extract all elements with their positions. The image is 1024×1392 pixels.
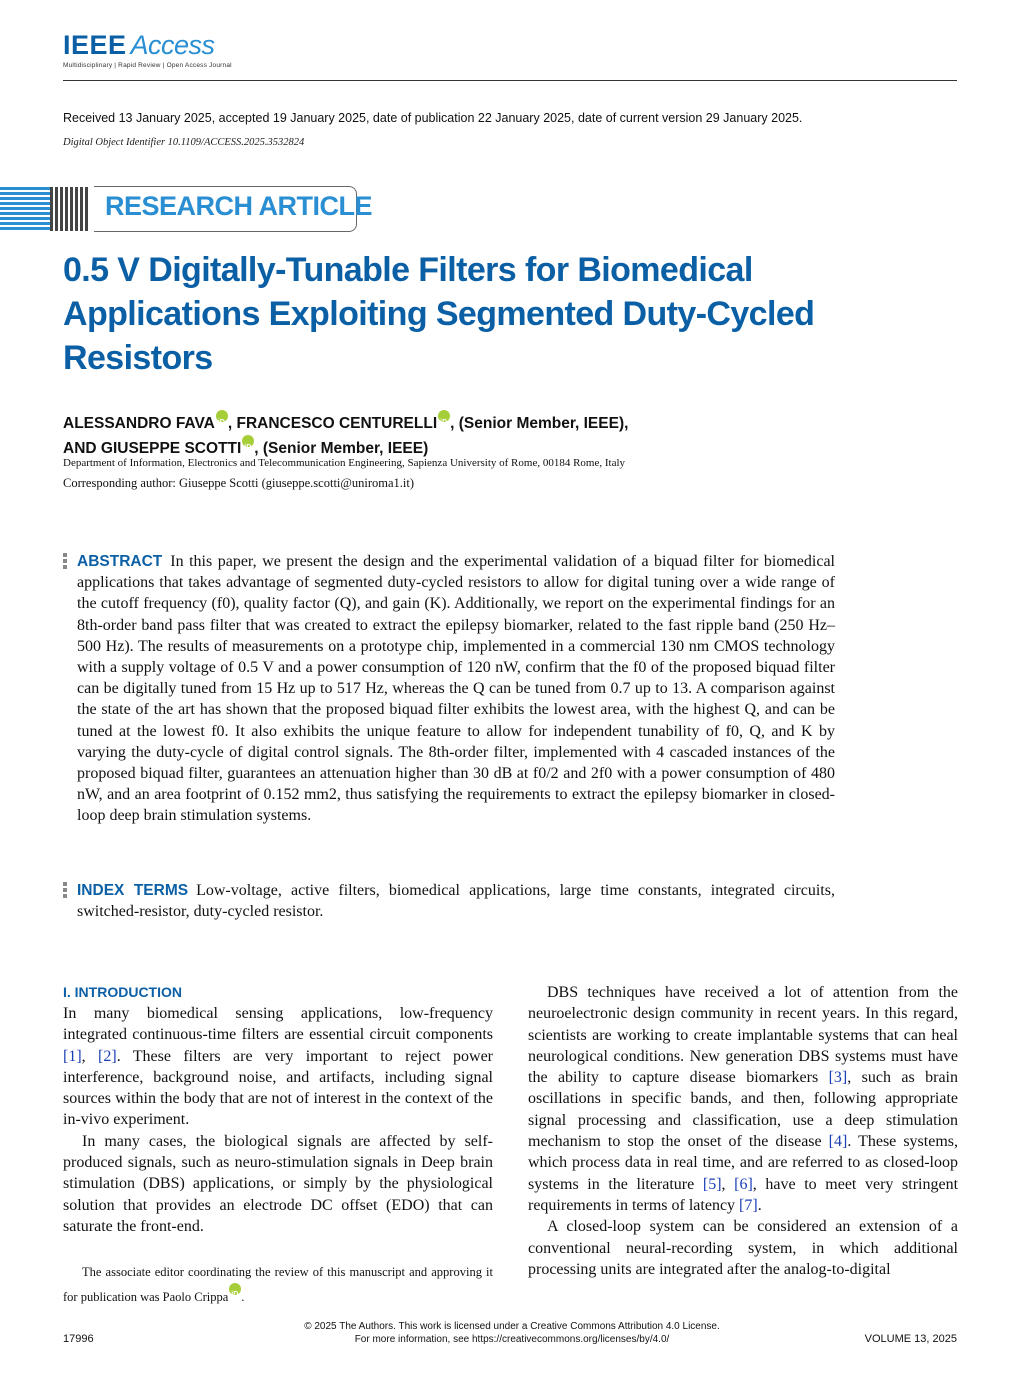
intro-paragraph-1 — [63, 1003, 493, 1131]
author-membership: , (Senior Member, IEEE) — [254, 440, 429, 457]
author-separator: , — [227, 415, 237, 432]
author-list — [63, 410, 703, 460]
citation-link[interactable]: [4] — [828, 1133, 848, 1151]
citation-link[interactable]: [2] — [98, 1047, 117, 1065]
license-link[interactable]: For more information, see https://creativecommons.org/licenses/by/4.0/ — [354, 1334, 670, 1345]
affiliation: Department of Information, Electronics and Telecommunication Engineering, Sapienza University of Rome, 00184 Rome, Italy — [63, 457, 626, 469]
corresponding-author: Corresponding author: Giuseppe Scotti (giuseppe.scotti@uniroma1.it) — [63, 476, 415, 490]
article-type-label: RESEARCH ARTICLE — [105, 191, 373, 221]
text-run: . These systems, which process data in real time, and are referred to as closed-loop systems in the literature — [528, 1133, 958, 1193]
abstract-marker-decoration — [63, 553, 67, 571]
author-membership: , (Senior Member, IEEE), — [450, 415, 629, 432]
author-name: FRANCESCO CENTURELLI — [236, 415, 438, 432]
text-run: DBS techniques have received a lot of attention from the neuroelectronic design community in recent years. In this regard, scientists are working to create implantable systems that can heal neurological conditions. New generation DBS systems must have the ability to capture disease biomarkers — [528, 984, 958, 1087]
header-divider — [63, 80, 957, 81]
logo-tagline: Multidisciplinary | Rapid Review | Open Access Journal — [63, 62, 232, 69]
page-number: 17996 — [63, 1333, 94, 1345]
author-name: ALESSANDRO FAVA — [63, 415, 215, 432]
citation-link[interactable]: [6] — [734, 1175, 753, 1193]
publication-dates: Received 13 January 2025, accepted 19 January 2025, date of publication 22 January 2025, date of current version 29 January 2025. — [63, 111, 803, 125]
banner-bars-decoration — [50, 187, 94, 231]
text-run: , have to meet very stringent requirements in terms of latency — [528, 1175, 959, 1214]
abstract-text: In this paper, we present the design and the experimental validation of a biquad filter for biomedical applications that takes advantage of segmented duty-cycled resistors to allow for digital tuning over a wide range of the cutoff frequency (f0), quality factor (Q), and gain (K). Additionally, we report on the experimental findings for an 8th-order band pass filter that was created to extract the epilepsy biomarker, related to the fast ripple band (250 Hz–500 Hz). The results of measurements on a prototype chip, implemented in a commercial 130 nm CMOS technology with a supply voltage of 0.5 V and a power consumption of 120 nW, confirm that the f0 of the proposed biquad filter can be digitally tuned from 15 Hz up to 517 Hz, whereas the Q can be tuned from 0.7 up to 13. A comparison against the state of the art has shown that the proposed biquad filter exhibits the lowest area, with the highest Q, and can be tuned at the lowest f0. It also exhibits the unique feature to allow for independent tunability of f0, Q, and K by varying the duty-cycle of digital control signals. The 8th-order filter, implemented with 4 cascaded instances of the proposed biquad filter, guarantees an attenuation higher than 30 dB at f0/2 and 2f0 with a power consumption of 480 nW, and an area footprint of 0.152 mm2, thus satisfying the requirements to extract the epilepsy biomarker in closed-loop deep brain stimulation systems. — [77, 553, 835, 825]
banner-stripes-decoration — [0, 187, 50, 231]
citation-link[interactable]: [7] — [739, 1196, 758, 1214]
index-terms-text: Low-voltage, active filters, biomedical applications, large time constants, integrated circuits, switched-resistor, duty-cycled resistor. — [77, 882, 835, 921]
text-run: . — [757, 1196, 762, 1214]
text-run: . These filters are very important to reject power interference, background noise, and artifacts, including signal sources within the body that are not of interest in the context of the in-vivo experiment. — [63, 1047, 494, 1129]
abstract-label: ABSTRACT — [77, 553, 163, 570]
intro-paragraph-3 — [528, 982, 958, 1216]
orcid-icon[interactable] — [216, 410, 228, 422]
journal-logo — [63, 30, 232, 69]
left-column — [63, 1003, 493, 1237]
index-terms-label: INDEX TERMS — [77, 882, 189, 899]
volume-label: VOLUME 13, 2025 — [864, 1333, 957, 1345]
citation-link[interactable]: [1] — [63, 1047, 82, 1065]
text-run: , — [721, 1175, 735, 1193]
index-terms-paragraph — [77, 880, 835, 922]
index-terms-marker-decoration — [63, 882, 67, 900]
right-column — [528, 982, 958, 1280]
citation-link[interactable]: [3] — [828, 1069, 848, 1087]
logo-ieee-text: IEEE — [63, 30, 127, 60]
orcid-icon[interactable] — [438, 410, 450, 422]
text-run: , — [81, 1047, 99, 1065]
license-line: © 2025 The Authors. This work is licensed under a Creative Commons Attribution 4.0 License. — [304, 1321, 720, 1332]
footnote-text: The associate editor coordinating the review of this manuscript and approving it for publication was Paolo Crippa — [63, 1265, 493, 1304]
text-run: In many biomedical sensing applications, low-frequency integrated continuous-time filters are essential circuit components — [63, 1005, 493, 1044]
citation-link[interactable]: [5] — [702, 1175, 722, 1193]
orcid-icon[interactable] — [242, 435, 254, 447]
author-conjunction: AND — [63, 440, 101, 457]
doi-line: Digital Object Identifier 10.1109/ACCESS.2025.3532824 — [63, 137, 305, 148]
section-heading: I. INTRODUCTION — [63, 984, 182, 1000]
intro-paragraph-4: A closed-loop system can be considered an extension of a conventional neural-recording system, in which additional processing units are integrated after the analog-to-digital — [528, 1218, 958, 1278]
abstract-paragraph — [77, 551, 835, 827]
orcid-icon[interactable] — [229, 1283, 241, 1295]
logo-access-text: Access — [130, 30, 215, 60]
intro-paragraph-2: In many cases, the biological signals are affected by self-produced signals, such as neuro-stimulation signals in Deep brain stimulation (DBS) applications, or simply by the physiological solution that provides an electrode DC offset (EDO) that can saturate the front-end. — [63, 1132, 493, 1235]
author-name: GIUSEPPE SCOTTI — [100, 440, 242, 457]
text-run: , such as brain oscillations in specific bands, and then, following appropriate signal processing and classification, use a deep stimulation mechanism to stop the onset of the disease — [528, 1069, 959, 1151]
paper-title: 0.5 V Digitally-Tunable Filters for Biomedical Applications Exploiting Segmented Duty-Cycled Resistors — [63, 251, 815, 377]
editor-footnote: The associate editor coordinating the review of this manuscript and approving it for publication was Paolo CrippaiD . — [63, 1262, 493, 1308]
